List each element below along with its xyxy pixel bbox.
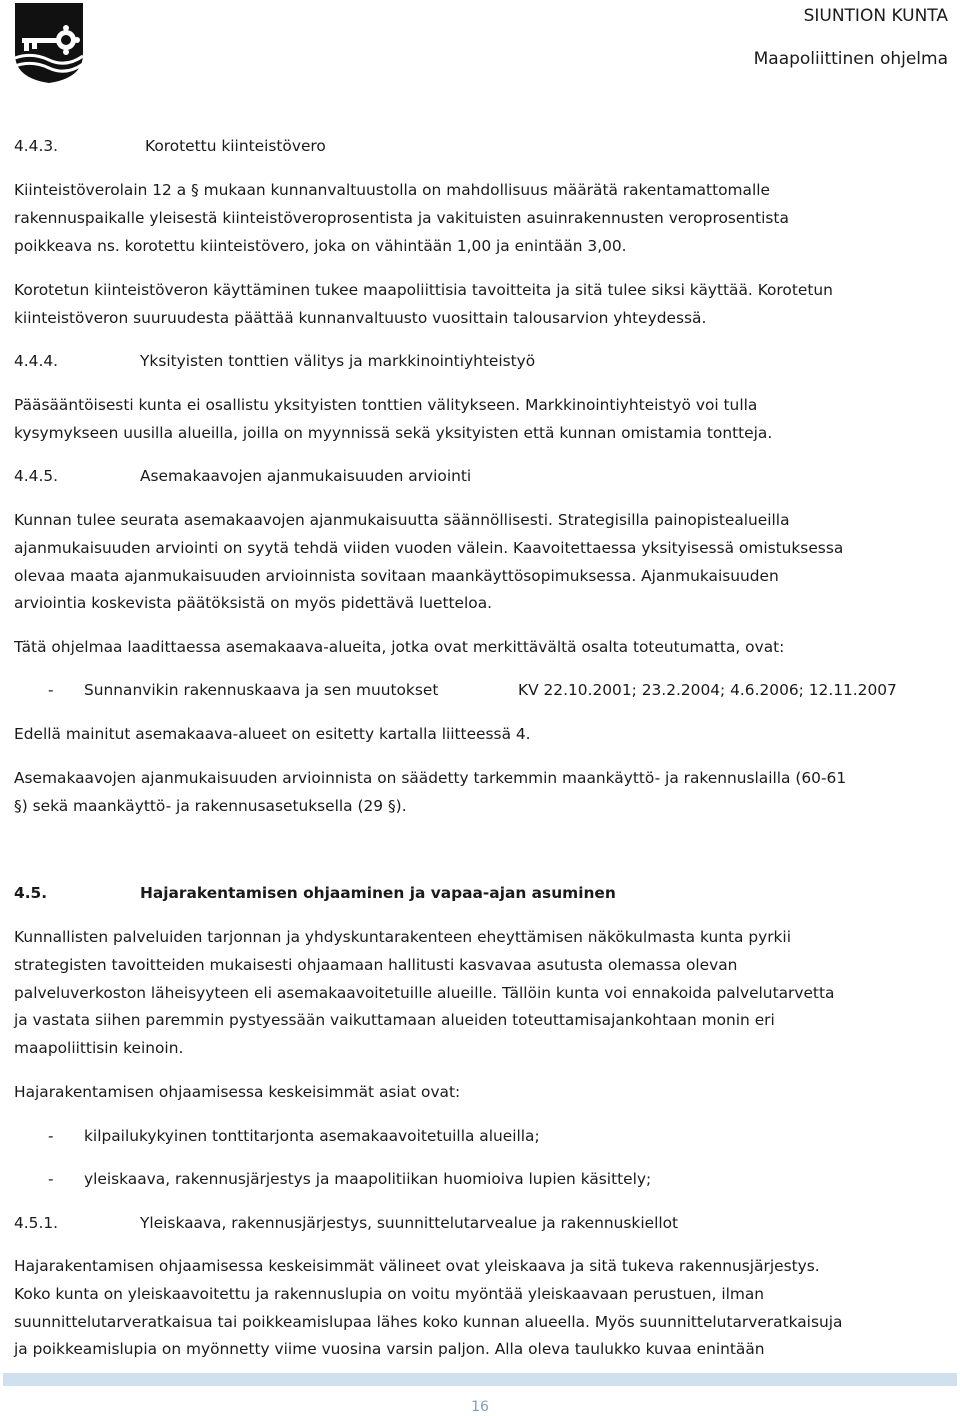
section-heading <box>14 348 948 376</box>
list-item <box>14 1123 948 1151</box>
list-dash: - <box>48 1127 54 1145</box>
section-title: Hajarakentamisen ohjaaminen ja vapaa-ajan asuminen <box>140 884 616 902</box>
paragraph: Korotetun kiinteistöveron käyttäminen tukee maapoliittisia tavoitteita ja sitä tulee siksi käyttää. Korotetun kiinteistöveron suuruudesta päättää kunnanvaltuusto vuosittain talousarvion yhteydessä. <box>14 281 833 327</box>
section-number: 4.5. <box>14 884 48 902</box>
paragraph: Kunnan tulee seurata asemakaavojen ajanmukaisuutta säännöllisesti. Strategisilla painopistealueilla ajanmukaisuuden arviointi on syytä tehdä viiden vuoden välein. Kaavoitettaessa yksityisessä omistuksessa olevaa maata ajanmukaisuuden arvioinnista sovitaan maankäyttösopimuksessa. Ajanmukaisuuden arviointia koskevista päätöksistä on myös pidettävä luetteloa. <box>14 511 844 613</box>
page-number: 16 <box>471 1399 489 1415</box>
paragraph: Pääsääntöisesti kunta ei osallistu yksityisten tonttien välitykseen. Markkinointiyhteistyö voi tulla kysymykseen uusilla alueilla, joilla on myynnissä sekä yksityisten että kunnan omistamia tontteja. <box>14 396 773 442</box>
section-title: Yleiskaava, rakennusjärjestys, suunnittelutarvealue ja rakennuskiellot <box>140 1214 679 1232</box>
section-heading <box>14 880 948 908</box>
paragraph: Hajarakentamisen ohjaamisessa keskeisimmät välineet ovat yleiskaava ja sitä tukeva rakennusjärjestys. Koko kunta on yleiskaavoitettu ja rakennuslupia on voitu myöntää yleiskaavaan perustuen, ilman suunnittelutarveratkaisua tai poikkeamislupaa lähes koko kunnan alueella. Myös suunnittelutarveratkaisuja ja poikkeamislupia on myönnetty viime vuosina varsin paljon. Alla oleva taulukko kuvaa enintään <box>14 1257 843 1359</box>
list-dash: - <box>48 1170 54 1188</box>
municipal-crest-logo <box>14 2 84 84</box>
document-title: Maapoliittinen ohjelma <box>753 49 948 69</box>
section-number: 4.4.4. <box>14 352 59 370</box>
paragraph: Kunnallisten palveluiden tarjonnan ja yhdyskuntarakenteen eheyttämisen näkökulmasta kunta pyrkii strategisten tavoitteiden mukaisesti ohjaamaan hallitusti kasvavaa asutusta olemassa olevan palveluverkoston läheisyyteen eli asemakaavoitetuille alueille. Tällöin kunta voi ennakoida palvelutarvetta ja vastata siihen paremmin pystyessään vaikuttamaan alueiden toteuttamisajankohtaan monin eri maapoliittisin keinoin. <box>14 928 835 1058</box>
list-item-text: yleiskaava, rakennusjärjestys ja maapolitiikan huomioiva lupien käsittely; <box>84 1170 652 1188</box>
list-item <box>14 677 948 705</box>
paragraph: Kiinteistöverolain 12 a § mukaan kunnanvaltuustolla on mahdollisuus määrätä rakentamattomalle rakennuspaikalle yleisestä kiinteistöveroprosentista ja vakituisten asuinrakennusten veroprosentista poikkeava ns. korotettu kiinteistövero, joka on vähintään 1,00 ja enintään 3,00. <box>14 181 789 255</box>
plan-name: Sunnanvikin rakennuskaava ja sen muutokset <box>84 681 439 699</box>
list-item-text: kilpailukykyinen tonttitarjonta asemakaavoitetuilla alueilla; <box>84 1127 540 1145</box>
plan-dates: KV 22.10.2001; 23.2.2004; 4.6.2006; 12.11.2007 <box>518 681 897 699</box>
section-number: 4.4.5. <box>14 467 59 485</box>
section-heading <box>14 133 948 161</box>
list-item <box>14 1166 948 1194</box>
paragraph: Edellä mainitut asemakaava-alueet on esitetty kartalla liitteessä 4. <box>14 725 531 743</box>
section-heading <box>14 463 948 491</box>
paragraph: Tätä ohjelmaa laadittaessa asemakaava-alueita, jotka ovat merkittävältä osalta toteutumatta, ovat: <box>14 638 785 656</box>
paragraph: Asemakaavojen ajanmukaisuuden arvioinnista on säädetty tarkemmin maankäyttö- ja rakennuslailla (60-61 §) sekä maankäyttö- ja rakennusasetuksella (29 §). <box>14 769 847 815</box>
paragraph: Hajarakentamisen ohjaamisessa keskeisimmät asiat ovat: <box>14 1083 461 1101</box>
section-heading <box>14 1210 948 1238</box>
list-dash: - <box>48 681 54 699</box>
organization-name: SIUNTION KUNTA <box>803 6 948 26</box>
footer-band <box>3 1373 957 1386</box>
section-title: Yksityisten tonttien välitys ja markkinointiyhteistyö <box>140 352 536 370</box>
section-number: 4.4.3. <box>14 137 59 155</box>
section-number: 4.5.1. <box>14 1214 59 1232</box>
section-title: Korotettu kiinteistövero <box>145 137 326 155</box>
section-title: Asemakaavojen ajanmukaisuuden arviointi <box>140 467 472 485</box>
